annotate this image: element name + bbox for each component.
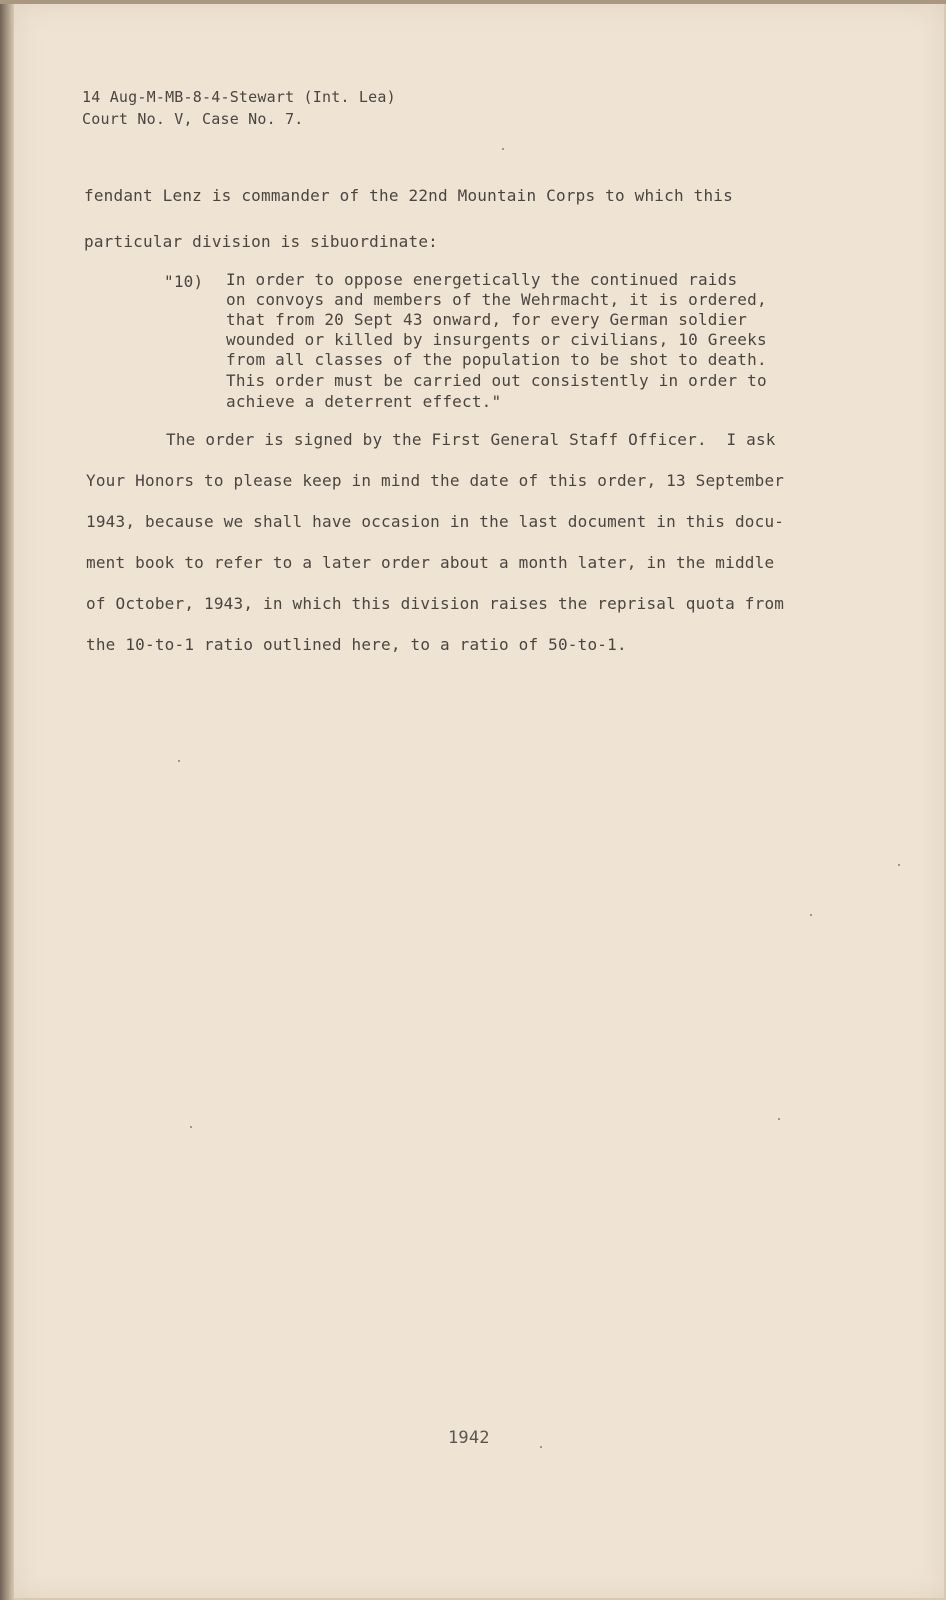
paper-speck bbox=[778, 1118, 780, 1120]
document-page bbox=[14, 4, 944, 1598]
paper-speck bbox=[810, 914, 812, 916]
quote-line: wounded or killed by insurgents or civilians, 10 Greeks bbox=[226, 330, 767, 349]
header-line-2: Court No. V, Case No. 7. bbox=[82, 110, 304, 128]
paper-speck bbox=[178, 760, 180, 762]
quote-line: achieve a deterrent effect." bbox=[226, 392, 502, 411]
body-line-5: 1943, because we shall have occasion in the last document in this docu- bbox=[86, 512, 785, 531]
body-line-2: particular division is sibuordinate: bbox=[84, 232, 438, 251]
quote-line: This order must be carried out consistently in order to bbox=[226, 371, 767, 390]
paper-speck bbox=[540, 1446, 542, 1448]
header-line-1: 14 Aug-M-MB-8-4-Stewart (Int. Lea) bbox=[82, 88, 396, 106]
quote-line: on convoys and members of the Wehrmacht, it is ordered, bbox=[226, 290, 767, 309]
body-line-3: The order is signed by the First General Staff Officer. I ask bbox=[166, 430, 776, 449]
page-number: 1942 bbox=[448, 1428, 490, 1448]
body-line-4: Your Honors to please keep in mind the date of this order, 13 September bbox=[86, 471, 785, 490]
body-line-6: ment book to refer to a later order about a month later, in the middle bbox=[86, 553, 775, 572]
quote-line: In order to oppose energetically the continued raids bbox=[226, 270, 738, 289]
quote-line: from all classes of the population to be shot to death. bbox=[226, 350, 767, 369]
quote-line: that from 20 Sept 43 onward, for every German soldier bbox=[226, 310, 748, 329]
body-line-8: the 10-to-1 ratio outlined here, to a ratio of 50-to-1. bbox=[86, 635, 627, 654]
paper-speck bbox=[898, 864, 900, 866]
page-binding-edge bbox=[0, 0, 14, 1600]
paper-speck bbox=[502, 148, 504, 150]
quote-number: "10) bbox=[164, 272, 204, 291]
body-line-1: fendant Lenz is commander of the 22nd Mountain Corps to which this bbox=[84, 186, 733, 205]
paper-speck bbox=[190, 1126, 192, 1128]
body-line-7: of October, 1943, in which this division raises the reprisal quota from bbox=[86, 594, 785, 613]
